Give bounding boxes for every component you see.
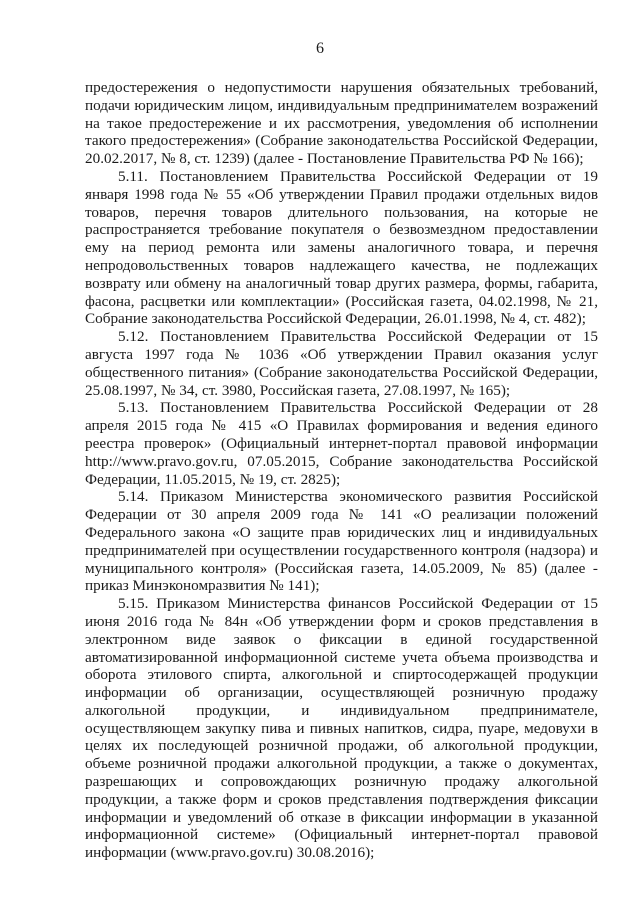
page-number: 6 bbox=[316, 40, 324, 57]
paragraph-5-14: 5.14. Приказом Министерства экономического развития Российской Федерации от 30 апреля 2009 года № 141 «О реализации положений Федерального закона «О защите прав юридических лиц и индивидуальных предпринимателей при осуществлении государственного контроля (надзора) и муниципального контроля» (Российская газета, 14.05.2009, № 85) (далее - приказ Минэкономразвития № 141); bbox=[85, 488, 598, 595]
paragraph-5-13: 5.13. Постановлением Правительства Российской Федерации от 28 апреля 2015 года № 415 «О Правилах формирования и ведения единого реестра проверок» (Официальный интернет-портал правовой информации http://www.pravo.gov.ru, 07.05.2015, Собрание законодательства Российской Федерации, 11.05.2015, № 19, ст. 2825); bbox=[85, 399, 598, 488]
paragraph-5-15: 5.15. Приказом Министерства финансов Российской Федерации от 15 июня 2016 года № 84н «Об утверждении форм и сроков представления в электронном виде заявок о фиксации в единой государственной автоматизированной информационной системе учета объема производства и оборота этилового спирта, алкогольной и спиртосодержащей продукции информации об организации, осуществляющей розничную продажу алкогольной продукции, и индивидуальном предпринимателе, осуществляющем закупку пива и пивных напитков, сидра, пуаре, медовухи в целях их последующей розничной продажи, об алкогольной продукции, объеме розничной продажи алкогольной продукции, а также о документах, разрешающих и сопровождающих розничную продажу алкогольной продукции, а также форм и сроков представления подтверждения фиксации информации и уведомлений об отказе в фиксации информации в указанной информационной системе» (Официальный интернет-портал правовой информации (www.pravo.gov.ru) 30.08.2016); bbox=[85, 595, 598, 862]
paragraph-5-12: 5.12. Постановлением Правительства Российской Федерации от 15 августа 1997 года № 1036 «Об утверждении Правил оказания услуг общественного питания» (Собрание законодательства Российской Федерации, 25.08.1997, № 34, ст. 3980, Российская газета, 27.08.1997, № 165); bbox=[85, 328, 598, 399]
paragraph-5-11: 5.11. Постановлением Правительства Российской Федерации от 19 января 1998 года № 55 «Об утверждении Правил продажи отдельных видов товаров, перечня товаров длительного пользования, на которые не распространяется требование покупателя о безвозмездном предоставлении ему на период ремонта или замены аналогичного товара, и перечня непродовольственных товаров надлежащего качества, не подлежащих возврату или обмену на аналогичный товар других размера, формы, габарита, фасона, расцветки или комплектации» (Российская газета, 04.02.1998, № 21, Собрание законодательства Российской Федерации, 26.01.1998, № 4, ст. 482); bbox=[85, 167, 598, 328]
document-body bbox=[85, 79, 598, 862]
paragraph-continuation: предостережения о недопустимости нарушения обязательных требований, подачи юридическим лицом, индивидуальным предпринимателем возражений на такое предостережение и их рассмотрения, уведомления об исполнении такого предостережения» (Собрание законодательства Российской Федерации, 20.02.2017, № 8, ст. 1239) (далее - Постановление Правительства РФ № 166); bbox=[85, 79, 598, 168]
